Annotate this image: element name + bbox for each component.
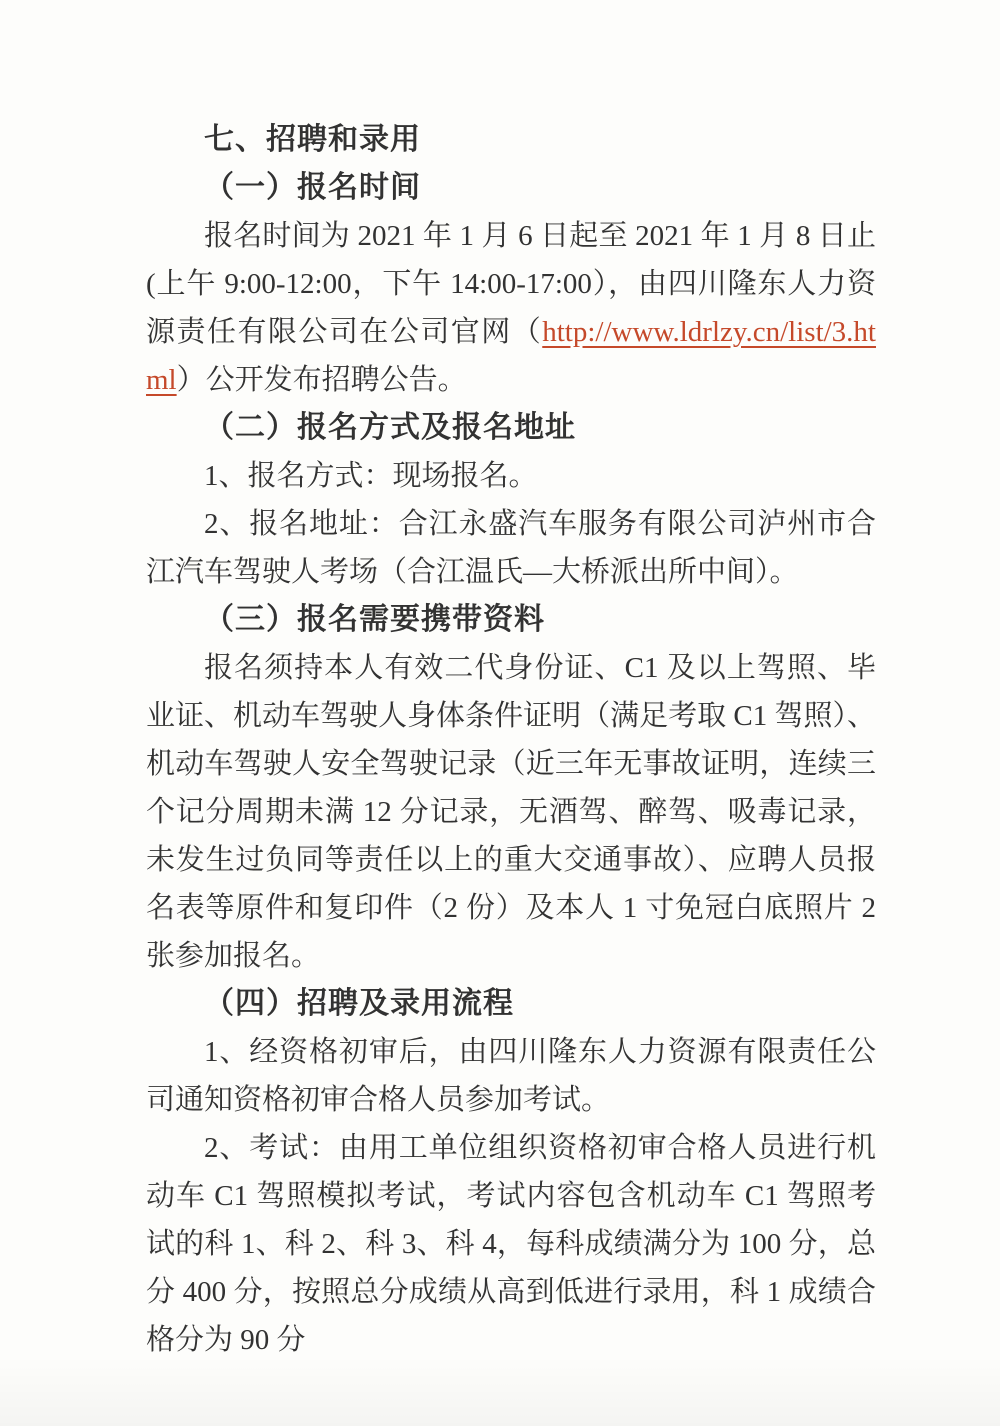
para-signup-method: 1、报名方式：现场报名。 [204, 460, 538, 492]
para-signup-address: 2、报名地址：合江永盛汽车服务有限公司泸州市合江汽车驾驶人考场（合江温氏—大桥派出所中间）。 [146, 508, 876, 588]
para-signup-time-text-after-link: ）公开发布招聘公告。 [176, 364, 467, 396]
heading-signup-time: （一）报名时间 [204, 171, 421, 204]
para-process-step2-exam: 2、考试：由用工单位组织资格初审合格人员进行机动车 C1 驾照模拟考试，考试内容包含机动车 C1 驾照考试的科 1、科 2、科 3、科 4，每科成绩满分为 100 分，总分 400 分，按照总分成绩从高到低进行录用，科 1 成绩合格分为 90 分 [146, 1132, 876, 1356]
doc-title-recruitment-and-hiring: 七、招聘和录用 [204, 123, 421, 156]
recruitment-announcement-url-link[interactable]: http://www.ldrlzy.cn/list/3.html [146, 316, 876, 396]
heading-signup-method-and-address: （二）报名方式及报名地址 [204, 411, 576, 444]
para-process-step1-qualification-review: 1、经资格初审后，由四川隆东人力资源有限责任公司通知资格初审合格人员参加考试。 [146, 1036, 876, 1116]
heading-required-materials: （三）报名需要携带资料 [204, 603, 545, 636]
heading-recruitment-process: （四）招聘及录用流程 [204, 987, 514, 1020]
para-signup-time-text-before-link: 报名时间为 2021 年 1 月 6 日起至 2021 年 1 月 8 日止(上午 9:00-12:00，下午 14:00-17:00），由四川隆东人力资源责任有限公司在公司官网（ [146, 220, 876, 348]
para-signup-time [146, 212, 876, 404]
para-required-materials: 报名须持本人有效二代身份证、C1 及以上驾照、毕业证、机动车驾驶人身体条件证明（满足考取 C1 驾照）、机动车驾驶人安全驾驶记录（近三年无事故证明，连续三个记分周期未满 12 分记录，无酒驾、醉驾、吸毒记录，未发生过负同等责任以上的重大交通事故）、应聘人员报名表等原件和复印件（2 份）及本人 1 寸免冠白底照片 2 张参加报名。 [146, 652, 876, 972]
